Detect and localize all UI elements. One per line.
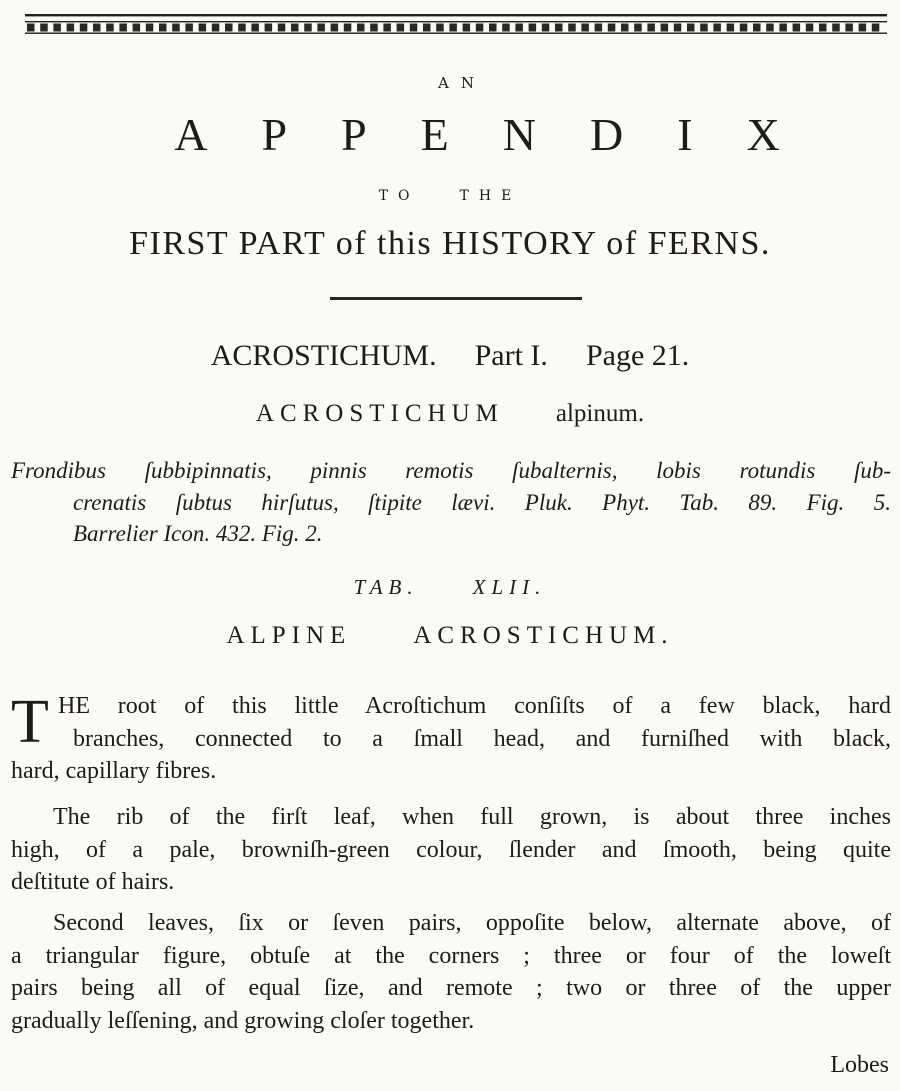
border-dentil — [806, 24, 814, 32]
border-dentil — [212, 24, 220, 32]
divider-rule — [330, 297, 582, 300]
border-dentil — [621, 24, 629, 32]
border-dentil — [344, 24, 352, 32]
border-dentil — [357, 24, 365, 32]
border-dentil — [383, 24, 391, 32]
border-dentil — [489, 24, 497, 32]
border-dentil — [555, 24, 563, 32]
border-dentil — [661, 24, 669, 32]
border-dentil — [608, 24, 616, 32]
border-dentil — [727, 24, 735, 32]
latin-description — [11, 455, 891, 550]
paragraph-second-leaves — [11, 907, 891, 1037]
border-dentil — [278, 24, 286, 32]
heading-appendix: APPENDIX — [174, 109, 834, 160]
border-dentil — [845, 24, 853, 32]
border-dentil — [80, 24, 88, 32]
border-dentil — [449, 24, 457, 32]
border-dentil — [265, 24, 273, 32]
heading-to: TO — [378, 188, 420, 204]
border-dentil — [317, 24, 325, 32]
border-dentil — [674, 24, 682, 32]
common-name-word: ALPINE — [226, 622, 352, 649]
border-dentil — [397, 24, 405, 32]
drop-cap: T — [11, 688, 49, 756]
genus-heading: ACROSTICHUM. — [210, 339, 437, 372]
paragraph-rib — [11, 801, 891, 899]
border-dentil — [581, 24, 589, 32]
plate-reference — [0, 575, 900, 600]
border-dentil — [106, 24, 114, 32]
border-dentil — [779, 24, 787, 32]
heading-title: FIRST PART of this HISTORY of FERNS. — [129, 225, 771, 262]
border-dentil — [529, 24, 537, 32]
description-line: Frondibus ſubbipinnatis, pinnis remotis ſubalternis, lobis rotundis ſub- — [11, 458, 891, 483]
border-dentil — [27, 24, 35, 32]
common-name-word: ACROSTICHUM. — [413, 622, 674, 649]
border-dentil — [832, 24, 840, 32]
species-heading-line — [0, 400, 900, 428]
tab-number: XLII. — [472, 575, 547, 599]
border-dentil — [753, 24, 761, 32]
border-dentil — [819, 24, 827, 32]
paragraph-line: branches, connected to a ſmall head, and furniſhed with black, — [73, 725, 891, 752]
border-dentil — [476, 24, 484, 32]
border-dentil — [713, 24, 721, 32]
tab-label: TAB. — [353, 575, 419, 599]
paragraph-line: high, of a pale, browniſh-green colour, ſlender and ſmooth, being quite — [11, 836, 891, 863]
border-dentil — [159, 24, 167, 32]
genus-heading-line — [0, 339, 900, 373]
border-dentil — [740, 24, 748, 32]
border-dentil — [766, 24, 774, 32]
border-dentil — [423, 24, 431, 32]
catchword: Lobes — [830, 1052, 889, 1078]
border-dentil — [463, 24, 471, 32]
paragraph-line: The rib of the firſt leaf, when full grown, is about three inches — [53, 804, 891, 830]
border-dentil — [647, 24, 655, 32]
border-dentil — [53, 24, 61, 32]
border-dentil — [199, 24, 207, 32]
border-dentil — [687, 24, 695, 32]
border-dentil — [568, 24, 576, 32]
border-dentil — [436, 24, 444, 32]
paragraph-line: deſtitute of hairs. — [11, 869, 175, 895]
border-dentil — [251, 24, 259, 32]
border-dentil — [872, 24, 880, 32]
border-dentil — [119, 24, 127, 32]
border-dentil — [502, 24, 510, 32]
species-genus-caps: ACROSTICHUM — [255, 400, 504, 427]
heading-to-the — [0, 188, 900, 204]
border-dentil — [133, 24, 141, 32]
border-dentil — [859, 24, 867, 32]
border-dentil — [331, 24, 339, 32]
border-dentil — [370, 24, 378, 32]
paragraph-line: HE root of this little Acroſtichum conſiſts of a few black, hard — [58, 693, 891, 719]
border-dentil — [146, 24, 154, 32]
description-line: crenatis ſubtus hirſutus, ſtipite lævi. Pluk. Phyt. Tab. 89. Fig. 5. — [73, 489, 891, 515]
paragraph-line: gradually leſſening, and growing cloſer together. — [11, 1007, 475, 1034]
heading-an: AN — [438, 74, 486, 92]
part-reference: Part I. — [474, 339, 548, 372]
border-dentil — [185, 24, 193, 32]
border-dentil — [700, 24, 708, 32]
border-dentil — [634, 24, 642, 32]
page-reference: Page 21. — [585, 339, 690, 372]
description-line: Barrelier Icon. 432. Fig. 2. — [73, 521, 323, 546]
border-dentil — [291, 24, 299, 32]
border-dentil — [238, 24, 246, 32]
ornamental-border — [25, 14, 887, 36]
paragraph-root — [11, 690, 891, 788]
paragraph-line: hard, capillary fibres. — [11, 758, 217, 784]
border-dentil — [515, 24, 523, 32]
paragraph-line: Second leaves, ſix or ſeven pairs, oppoſite below, alternate above, of — [53, 910, 891, 936]
paragraph-line: pairs being all of equal ſize, and remote ; two or three of the upper — [11, 975, 891, 1001]
border-dentil — [410, 24, 418, 32]
border-dentil — [225, 24, 233, 32]
border-dentil — [172, 24, 180, 32]
border-dentil — [304, 24, 312, 32]
border-dentil — [67, 24, 75, 32]
paragraph-line: a triangular figure, obtuſe at the corners ; three or four of the loweſt — [11, 942, 891, 969]
species-epithet: alpinum. — [555, 400, 645, 427]
border-dentil — [93, 24, 101, 32]
border-dentil — [595, 24, 603, 32]
border-dentil — [40, 24, 48, 32]
common-name-heading — [0, 622, 900, 650]
border-dentil — [542, 24, 550, 32]
border-dentil — [793, 24, 801, 32]
heading-the: THE — [459, 188, 522, 204]
